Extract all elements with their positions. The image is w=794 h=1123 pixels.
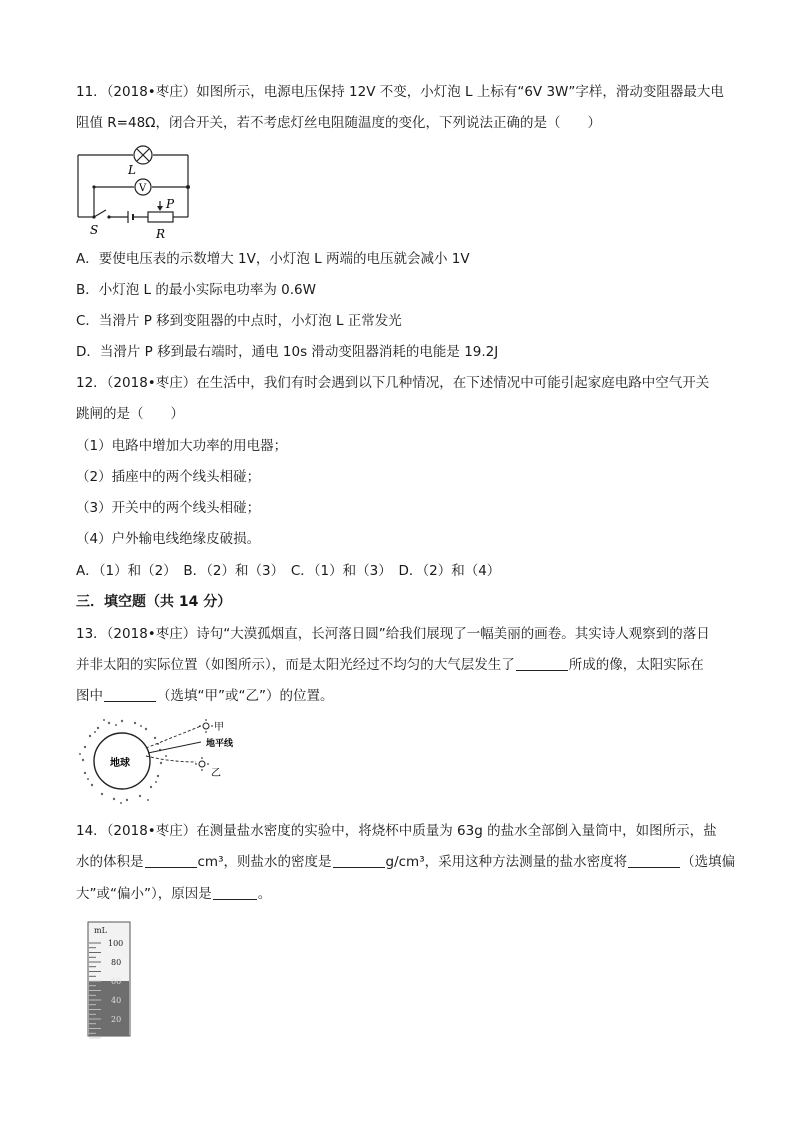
q11-option-c: C．当滑片 P 移到变阻器的中点时，小灯泡 L 正常发光 xyxy=(76,313,402,329)
q13-text-line1: 13．（2018•枣庄）诗句“大漠孤烟直，长河落日圆”给我们展现了一幅美丽的画卷。其实诗人观察到的落日 xyxy=(76,626,710,642)
cylinder-unit: mL xyxy=(94,926,107,935)
q12-item-4: （4）户外输电线绝缘皮破损。 xyxy=(76,531,261,547)
answer-blank[interactable] xyxy=(628,853,680,868)
q14-text-line2: 水的体积是 cm³，则盐水的密度是 g/cm³，采用这种方法测量的盐水密度将 （选填偏 xyxy=(76,854,736,870)
q13-text-line2: 并非太阳的实际位置（如图所示），而是太阳光经过不均匀的大气层发生了 所成的像，太阳实际在 xyxy=(76,657,704,673)
label-rheostat: R xyxy=(156,227,166,241)
q12-item-2: （2）插座中的两个线头相碰； xyxy=(76,469,261,485)
label-earth: 地球 xyxy=(110,758,130,769)
q11-text-line1: 11．（2018•枣庄）如图所示，电源电压保持 12V 不变，小灯泡 L 上标有“6V 3W”字样，滑动变阻器最大电 xyxy=(76,84,724,100)
q11-option-b: B．小灯泡 L 的最小实际电功率为 0.6W xyxy=(76,282,316,298)
tick-label-60: 60 xyxy=(111,977,122,986)
label-meter: V xyxy=(139,183,147,194)
answer-blank[interactable] xyxy=(213,885,257,900)
q12-text-line1: 12．（2018•枣庄）在生活中，我们有时会遇到以下几种情况，在下述情况中可能引起家庭电路中空气开关 xyxy=(76,375,710,391)
answer-blank[interactable] xyxy=(516,656,568,671)
label-lamp: L xyxy=(128,163,136,177)
label-slider: P xyxy=(166,197,175,211)
q12-options: A．（1）和（2） B．（2）和（3） C．（1）和（3） D．（2）和（4） xyxy=(76,563,501,579)
section-heading: 三．填空题（共 14 分） xyxy=(76,594,232,610)
circuit-diagram xyxy=(76,140,206,240)
tick-label-40: 40 xyxy=(111,996,122,1005)
tick-label-20: 20 xyxy=(111,1015,122,1024)
label-switch: S xyxy=(90,223,99,237)
q11-option-d: D．当滑片 P 移到最右端时，通电 10s 滑动变阻器消耗的电能是 19.2J xyxy=(76,344,499,360)
graduated-cylinder xyxy=(86,918,134,1042)
q14-text-line3: 大”或“偏小”），原因是 。 xyxy=(76,886,272,902)
tick-label-100: 100 xyxy=(108,939,124,948)
label-yi: 乙 xyxy=(211,768,221,779)
q13-text-line3: 图中 （选填“甲”或“乙”）的位置。 xyxy=(76,688,334,704)
answer-blank[interactable] xyxy=(145,853,197,868)
q11-text-line2: 阻值 R=48Ω，闭合开关，若不考虑灯丝电阻随温度的变化，下列说法正确的是（ ） xyxy=(76,115,601,131)
answer-blank[interactable] xyxy=(104,687,156,702)
label-horizon: 地平线 xyxy=(206,739,234,749)
q12-item-3: （3）开关中的两个线头相碰； xyxy=(76,500,261,516)
q14-text-line1: 14．（2018•枣庄）在测量盐水密度的实验中，将烧杯中质量为 63g 的盐水全部倒入量筒中，如图所示，盐 xyxy=(76,823,717,839)
q12-text-line2: 跳闸的是（ ） xyxy=(76,406,184,422)
q12-item-1: （1）电路中增加大功率的用电器； xyxy=(76,438,288,454)
liquid-column xyxy=(89,981,129,1036)
q11-option-a: A．要使电压表的示数增大 1V，小灯泡 L 两端的电压就会减小 1V xyxy=(76,251,470,267)
label-jia: 甲 xyxy=(214,722,224,733)
tick-label-80: 80 xyxy=(111,958,122,967)
atmosphere-diagram xyxy=(76,716,256,808)
answer-blank[interactable] xyxy=(333,853,385,868)
